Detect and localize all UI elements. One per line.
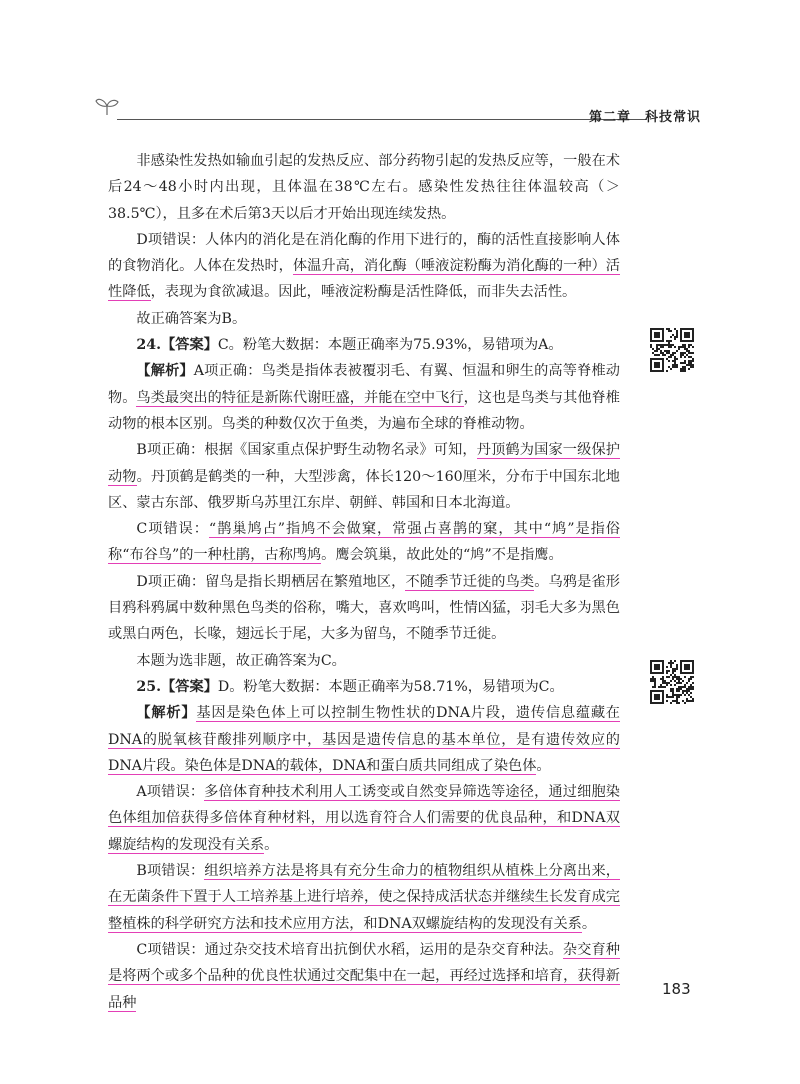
text-run: 。乌鸦是雀形目鸦科鸦属中数种黑色鸟类的俗称，嘴大，喜欢鸣叫，性情凶猛，羽毛大多为黑色或黑白两色，长喙，翅远长于尾，大多为留鸟，不随季节迁徙。 (108, 573, 620, 643)
paragraph (108, 516, 620, 569)
page-number: 183 (662, 980, 691, 998)
underlined-text: 基因是染色体上可以控制生物性状的DNA片段，遗传信息蕴藏在DNA的脱氧核苷酸排列顺序中，基因是遗传信息的基本单位，是有遗传效应的DNA片段。染色体是DNA的载体，DNA和蛋白质共同组成了染色体 (108, 705, 620, 774)
text-run: B项正确：根据《国家重点保护野生动物名录》可知， (136, 442, 477, 459)
text-run: D。粉笔大数据：本题正确率为58.71%，易错项为C。 (217, 678, 564, 695)
sprout-icon (95, 96, 119, 116)
paragraph (108, 332, 620, 358)
text-run: 。 (264, 836, 279, 853)
header-rule (117, 119, 647, 120)
text-run: 。丹顶鹤是鹤类的一种，大型涉禽，体长120～160厘米，分布于中国东北地区、蒙古东部、俄罗斯乌苏里江东岸、朝鲜、韩国和日本北海道。 (108, 468, 620, 511)
qr-code-icon[interactable] (650, 660, 694, 704)
running-header (95, 96, 707, 126)
underlined-text: 体温升高，消化酶（唾液淀粉酶为消化酶的一种）活性降低 (108, 258, 620, 301)
text-run: 。鹰会筑巢，故此处的“鸠”不是指鹰。 (321, 547, 563, 564)
underlined-text: 组织培养方法是将具有充分生命力的植物组织从植株上分离出来，在无菌条件下置于人工培养基上进行培养，使之保持成活状态并继续生长发育成完整植株的科学研究方法和技术应用方法，和DNA双螺旋结构的发现没有关系 (108, 863, 620, 932)
text-run: A项正确：鸟类是指体表被覆羽毛、有翼、恒温和卵生的高等脊椎动物。 (108, 363, 620, 406)
paragraph (108, 674, 620, 700)
chapter-number: 第二章 (588, 110, 631, 125)
paragraph (108, 648, 620, 674)
underlined-text: 不随季节迁徙的鸟类 (405, 573, 535, 590)
underlined-text: “鹊巢鸠占”指鸠不会做窠，常强占喜鹊的窠，其中“鸠”是指俗称“布谷鸟”的一种杜鹃，古称鸤鸠 (108, 521, 620, 564)
text-run: 。 (536, 757, 551, 774)
text-run: 。 (581, 915, 597, 932)
paragraph (108, 148, 620, 227)
text-run: D项错误：人体内的消化是在消化酶的作用下进行的，酶的活性直接影响人体的食物消化。人体在发热时， (108, 231, 620, 275)
chapter-title (589, 106, 701, 125)
text-run: C项错误：通过杂交技术培育出抗倒伏水稻，运用的是杂交育种法。 (136, 941, 563, 958)
text-run: C项错误： (136, 521, 209, 538)
text-run: B项错误： (136, 863, 205, 880)
text-run: ，这也是鸟类与其他脊椎动物的根本区别。鸟类的种数仅次于鱼类，为遍布全球的脊椎动物。 (108, 389, 620, 432)
text-run: ，表现为食欲减退。因此，唾液淀粉酶是活性降低，而非失去活性。 (150, 284, 577, 301)
paragraph (108, 437, 620, 516)
answer-tag: 24.【答案】 (136, 337, 218, 354)
text-run: C。粉笔大数据：本题正确率为75.93%，易错项为A。 (217, 337, 563, 354)
text-run: 本题为选非题，故正确答案为C。 (136, 652, 346, 669)
answer-tag: 【解析】 (136, 363, 194, 380)
qr-code-icon[interactable] (650, 328, 694, 372)
answer-tag: 25.【答案】 (136, 678, 218, 695)
text-run: 非感染性发热如输血引起的发热反应、部分药物引起的发热反应等，一般在术后24～48小时内出现，且体温在38℃左右。感染性发热往往体温较高（＞38.5℃），且多在术后第3天以后才开始出现连续发热。 (108, 153, 620, 222)
paragraph (108, 700, 620, 779)
underlined-text: 丹顶鹤为国家一级保护动物 (108, 442, 620, 485)
underlined-text: 多倍体育种技术利用人工诱变或自然变异筛选等途径，通过细胞染色体组加倍获得多倍体育种材料，用以选育符合人们需要的优良品种，和DNA双螺旋结构的发现没有关系 (108, 784, 620, 853)
paragraph (108, 358, 620, 437)
chapter-subject: 科技常识 (644, 110, 701, 125)
text-run: D项正确：留鸟是指长期栖居在繁殖地区， (136, 573, 406, 590)
paragraph (108, 779, 620, 858)
paragraph (108, 306, 620, 332)
paragraph (108, 569, 620, 648)
text-run: 故正确答案为B。 (136, 310, 247, 327)
answer-explanation-text (108, 148, 620, 1016)
text-run: A项错误： (136, 784, 205, 801)
underlined-text: 鸟类最突出的特征是新陈代谢旺盛，并能在空中飞行 (136, 389, 464, 406)
paragraph (108, 227, 620, 306)
paragraph (108, 937, 620, 1016)
underlined-text: 杂交育种是将两个或多个品种的优良性状通过交配集中在一起，再经过选择和培育，获得新品种 (108, 941, 620, 1011)
answer-tag: 【解析】 (136, 705, 197, 722)
paragraph (108, 858, 620, 937)
